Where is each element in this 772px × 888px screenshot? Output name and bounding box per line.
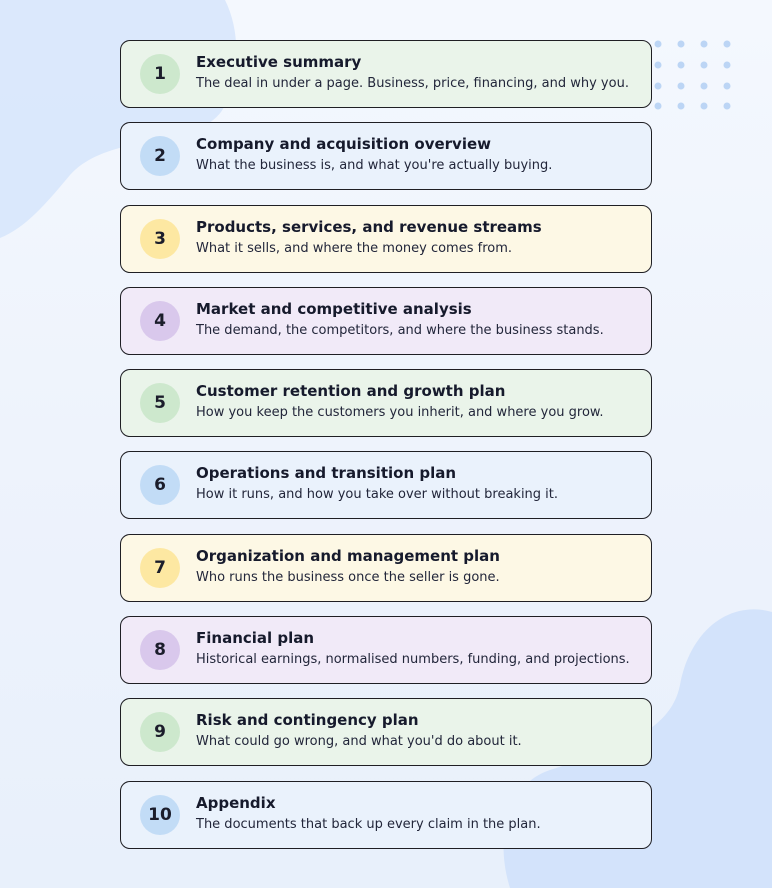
section-card-4 (120, 287, 652, 355)
section-number-badge: 5 (140, 383, 180, 423)
section-card-6 (120, 451, 652, 519)
section-card-10 (120, 781, 652, 849)
section-text (196, 793, 641, 835)
section-number-badge: 6 (140, 465, 180, 505)
section-number-badge: 3 (140, 219, 180, 259)
section-card-5 (120, 369, 652, 437)
section-card-8 (120, 616, 652, 684)
section-description: What could go wrong, and what you'd do about it. (196, 734, 522, 750)
section-number-badge: 9 (140, 712, 180, 752)
section-text (196, 710, 641, 752)
section-title: Products, services, and revenue streams (196, 217, 542, 236)
section-title: Risk and contingency plan (196, 711, 419, 730)
section-description: The deal in under a page. Business, price, financing, and why you. (196, 76, 629, 91)
section-text (196, 52, 641, 94)
section-description: What it sells, and where the money comes from. (196, 240, 513, 256)
section-text (196, 299, 641, 341)
section-number-badge: 4 (140, 301, 180, 341)
section-description: How it runs, and how you take over without breaking it. (196, 487, 559, 503)
section-description: What the business is, and what you're actually buying. (196, 158, 553, 174)
section-card-9 (120, 698, 652, 766)
section-title: Appendix (196, 793, 276, 812)
section-number-badge: 1 (140, 54, 180, 94)
section-text (196, 134, 641, 176)
section-title: Market and competitive analysis (196, 299, 472, 318)
section-title: Company and acquisition overview (196, 135, 492, 154)
section-title: Financial plan (196, 629, 315, 648)
section-number-badge: 7 (140, 548, 180, 588)
section-number-badge: 2 (140, 136, 180, 176)
section-description: The documents that back up every claim in the plan. (196, 816, 541, 832)
section-card-7 (120, 534, 652, 602)
section-description: How you keep the customers you inherit, and where you grow. (196, 405, 604, 421)
section-card-3 (120, 205, 652, 273)
section-text (196, 381, 641, 423)
section-title: Executive summary (196, 53, 362, 71)
section-text (196, 546, 641, 588)
section-title: Customer retention and growth plan (196, 382, 506, 401)
section-number-badge: 10 (140, 795, 180, 835)
section-description: Who runs the business once the seller is gone. (196, 569, 500, 585)
section-text (196, 463, 641, 505)
section-title: Organization and management plan (196, 546, 500, 565)
section-title: Operations and transition plan (196, 464, 457, 483)
section-card-2 (120, 122, 652, 190)
section-card-1 (120, 40, 652, 108)
section-text (196, 628, 641, 670)
dot-grid-decoration (652, 38, 742, 114)
plan-sections-list (120, 40, 652, 863)
section-number-badge: 8 (140, 630, 180, 670)
section-description: The demand, the competitors, and where the business stands. (196, 322, 604, 338)
section-text (196, 217, 641, 259)
section-description: Historical earnings, normalised numbers, funding, and projections. (196, 652, 630, 668)
